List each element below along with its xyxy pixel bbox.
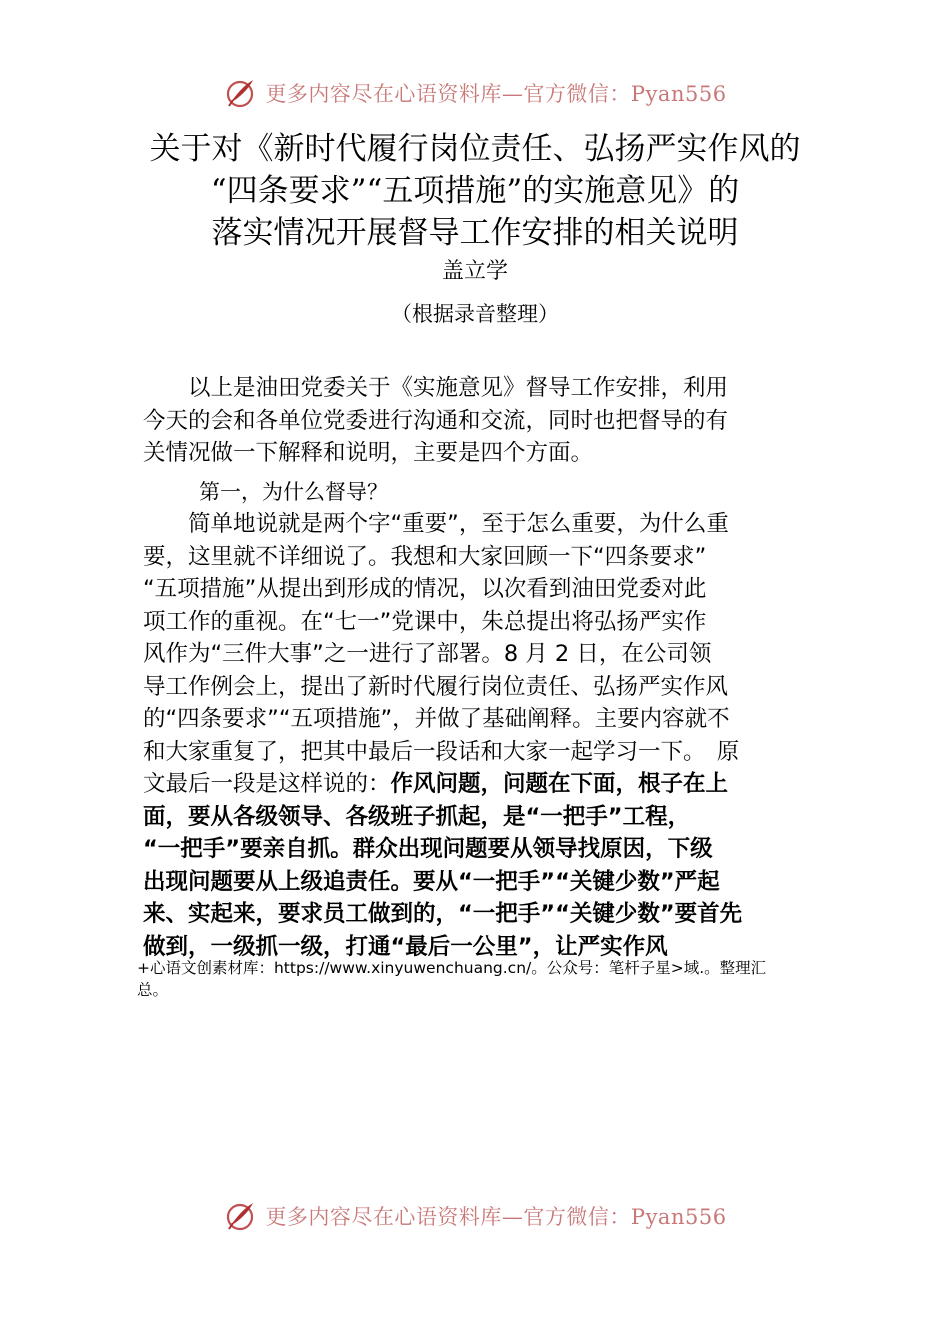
paragraph-line: 和大家重复了，把其中最后一段话和大家一起学习一下。 原 [143,738,740,765]
paragraph-line: 关情况做一下解释和说明，主要是四个方面。 [143,440,594,466]
bold-quote-line: 来、实起来，要求员工做到的，“一把手”“关键少数”要首先 [143,901,743,927]
footer-watermark [0,1196,950,1236]
paragraph-line: 今天的会和各单位党委进行沟通和交流，同时也把督导的有 [143,407,729,434]
author-name: 盖立学 [441,259,508,284]
header-watermark [0,73,950,113]
paragraph-line: 风作为“三件大事”之一进行了部署。8 月 2 日，在公司领 [143,641,712,667]
paragraph-line: 导工作例会上，提出了新时代履行岗位责任、弘扬严实作风 [143,673,729,700]
paragraph-line: 要，这里就不详细说了。我想和大家回顾一下“四条要求” [143,543,707,570]
watermark-text: 更多内容尽在心语资料库—官方微信：Pyan556 [265,82,727,106]
paragraph-line: 的“四条要求”“五项措施”，并做了基础阐释。主要内容就不 [143,706,730,732]
document-title [120,128,830,254]
section-heading: 第一，为什么督导？ [199,480,388,504]
paragraph-line: 以上是油田党委关于《实施意见》督导工作安排，利用 [143,375,729,401]
watermark-text: 更多内容尽在心语资料库—官方微信：Pyan556 [265,1205,727,1229]
paragraph-line: 项工作的重视。在“七一”党课中，朱总提出将弘扬严实作 [143,608,707,635]
bold-quote-text: 作风问题，问题在下面，根子在上 [390,771,729,797]
normal-text: 文最后一段是这样说的： [143,771,391,797]
bold-quote-line: “一把手”要亲自抓。群众出现问题要从领导找原因，下级 [143,836,713,862]
transcription-note: （根据录音整理） [391,302,559,326]
source-footnote [137,957,837,1001]
title-line: “四条要求”“五项措施”的实施意见》的 [210,173,740,209]
paragraph-line: “五项措施”从提出到形成的情况，以次看到油田党委对此 [143,576,707,602]
paragraph-line: 简单地说就是两个字“重要”，至于怎么重要，为什么重 [143,511,729,537]
section-paragraph [143,508,815,963]
title-line: 落实情况开展督导工作安排的相关说明 [211,215,739,251]
footnote-line: 总。 [137,981,169,999]
quill-seal-icon [223,76,257,110]
bold-quote-line: 出现问题要从上级追责任。要从“一把手”“关键少数”严起 [143,868,720,895]
bold-quote-line: 面，要从各级领导、各级班子抓起，是“一把手”工程， [143,803,691,830]
quill-seal-icon [223,1199,257,1233]
footnote-line: +心语文创素材库：https://www.xinyuwenchuang.cn/。公众号：笔杆子星>域.。整理汇 [137,959,767,977]
title-line: 关于对《新时代履行岗位责任、弘扬严实作风的 [149,131,801,167]
paragraph-line-mixed [143,768,815,801]
intro-paragraph [143,372,815,470]
bold-quote-line: 做到，一级抓一级，打通“最后一公里”，让严实作风 [143,933,668,960]
